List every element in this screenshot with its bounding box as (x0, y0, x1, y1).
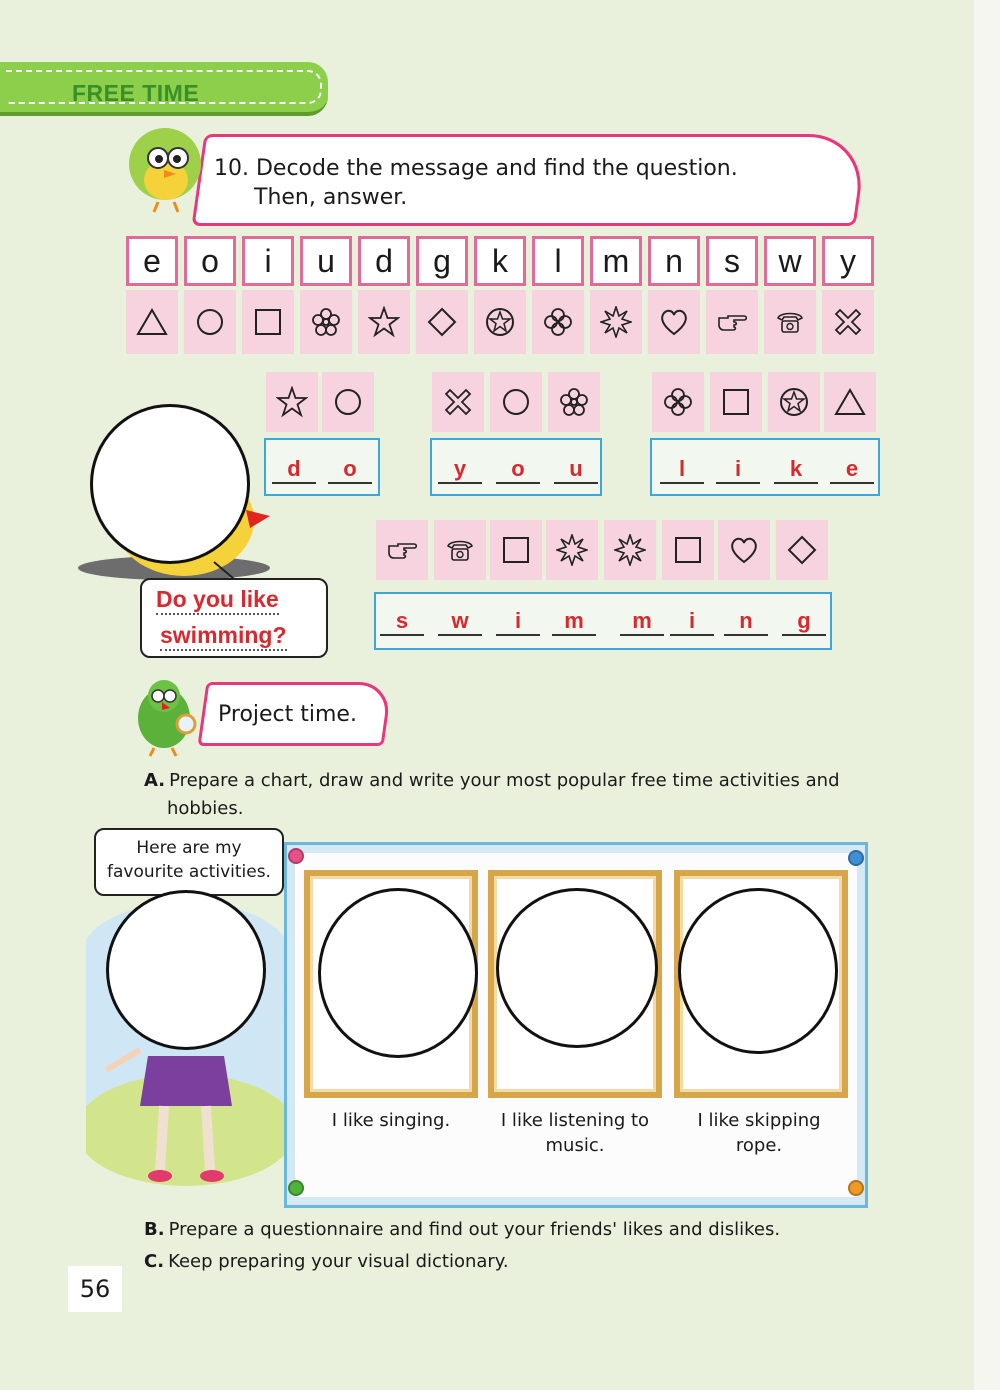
pin-icon (848, 850, 864, 866)
parrot-mascot-icon (124, 674, 206, 758)
answer-letter: s (380, 608, 424, 636)
square-icon (710, 372, 762, 432)
key-letter: k (474, 236, 526, 286)
answer-letter: d (272, 456, 316, 484)
caption-singing (296, 1108, 486, 1133)
exercise-instruction (214, 154, 738, 212)
answer-letter: o (328, 456, 372, 484)
task-c-text: Keep preparing your visual dictionary. (168, 1251, 509, 1272)
diamond-icon (416, 290, 468, 354)
blank-face-avatar (678, 888, 838, 1054)
heart-icon (648, 290, 700, 354)
caption-line-1: I like skipping (697, 1110, 821, 1131)
star-icon (266, 372, 318, 432)
pin-icon (288, 1180, 304, 1196)
telephone-icon (764, 290, 816, 354)
answer-line-1: Do you like (156, 586, 279, 615)
circle-icon (184, 290, 236, 354)
cross-icon (822, 290, 874, 354)
burst-icon (604, 520, 656, 580)
task-b-label: B. (144, 1219, 165, 1240)
key-letter: i (242, 236, 294, 286)
caption-line-1: I like singing. (331, 1110, 451, 1131)
diamond-icon (776, 520, 828, 580)
answer-letter: n (724, 608, 768, 636)
cross-icon (432, 372, 484, 432)
answer-letter: l (660, 456, 704, 484)
task-a (144, 767, 840, 795)
caption-music (480, 1108, 670, 1158)
answer-letter: i (496, 608, 540, 636)
caption-line-1: I like listening to (500, 1110, 650, 1131)
star-icon (358, 290, 410, 354)
task-c-label: C. (144, 1251, 165, 1272)
answer-letter: i (670, 608, 714, 636)
pin-icon (848, 1180, 864, 1196)
answer-letter: i (716, 456, 760, 484)
key-letter: g (416, 236, 468, 286)
square-icon (662, 520, 714, 580)
burst-icon (590, 290, 642, 354)
heart-icon (718, 520, 770, 580)
key-letter: e (126, 236, 178, 286)
blank-face-avatar (496, 888, 658, 1048)
telephone-icon (434, 520, 486, 580)
burst-icon (546, 520, 598, 580)
answer-letter: k (774, 456, 818, 484)
flower-icon (300, 290, 352, 354)
caption-line-2: rope. (735, 1135, 783, 1156)
page-margin-strip (974, 0, 1000, 1390)
circled-star-icon (474, 290, 526, 354)
key-letter: u (300, 236, 352, 286)
circled-star-icon (768, 372, 820, 432)
key-letter: m (590, 236, 642, 286)
key-letter: n (648, 236, 700, 286)
page-number: 56 (68, 1266, 122, 1312)
clover-icon (652, 372, 704, 432)
speech-line-2: favourite activities. (107, 862, 271, 882)
exercise-instruction-line1: 10. Decode the message and find the question. (214, 156, 738, 181)
key-letter: y (822, 236, 874, 286)
section-title: FREE TIME (72, 80, 200, 106)
circle-icon (322, 372, 374, 432)
clover-icon (532, 290, 584, 354)
exercise-instruction-line2: Then, answer. (254, 185, 408, 210)
answer-letter: m (552, 608, 596, 636)
triangle-icon (126, 290, 178, 354)
pin-icon (288, 848, 304, 864)
flower-icon (548, 372, 600, 432)
square-icon (242, 290, 294, 354)
task-b-text: Prepare a questionnaire and find out your friends' likes and dislikes. (168, 1219, 781, 1240)
speech-line-1: Here are my (136, 838, 242, 858)
answer-letter: g (782, 608, 826, 636)
blank-face-avatar (90, 404, 250, 564)
answer-letter: u (554, 456, 598, 484)
blank-face-avatar (318, 888, 478, 1058)
key-letter: s (706, 236, 758, 286)
square-icon (490, 520, 542, 580)
project-title: Project time. (218, 702, 357, 727)
chick-mascot-icon (122, 124, 208, 216)
key-letter: l (532, 236, 584, 286)
task-a-line2: hobbies. (167, 798, 244, 819)
caption-line-2: music. (545, 1135, 605, 1156)
key-letter: d (358, 236, 410, 286)
pointing-hand-icon (706, 290, 758, 354)
circle-icon (490, 372, 542, 432)
task-a-line1: Prepare a chart, draw and write your most popular free time activities and (169, 770, 840, 791)
task-a-label: A. (144, 770, 166, 791)
answer-letter: w (438, 608, 482, 636)
blank-face-avatar (106, 890, 266, 1050)
key-letter: o (184, 236, 236, 286)
answer-letter: m (620, 608, 664, 636)
task-c (144, 1248, 509, 1276)
key-letter: w (764, 236, 816, 286)
task-b (144, 1216, 780, 1244)
answer-letter: o (496, 456, 540, 484)
caption-rope (664, 1108, 854, 1158)
answer-line-2: swimming? (160, 622, 287, 651)
answer-letter: y (438, 456, 482, 484)
pointing-hand-icon (376, 520, 428, 580)
answer-letter: e (830, 456, 874, 484)
triangle-icon (824, 372, 876, 432)
